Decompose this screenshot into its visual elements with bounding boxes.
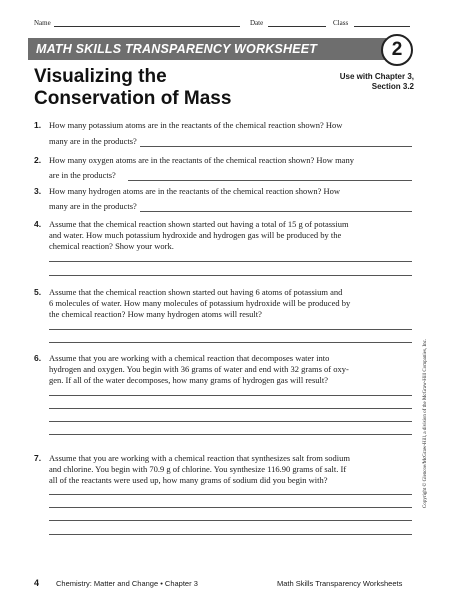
question-4-answer-line[interactable] [49, 275, 412, 276]
footer-left-text: Chemistry: Matter and Change • Chapter 3 [56, 579, 198, 588]
worksheet-number-badge: 2 [381, 34, 413, 66]
question-4-number: 4. [34, 219, 42, 229]
question-1-line-2: many are in the products? [49, 136, 137, 146]
question-6-line-1: Assume that you are working with a chemical reaction that decomposes water into [49, 353, 330, 363]
question-4-answer-line[interactable] [49, 261, 412, 262]
question-6-answer-line[interactable] [49, 434, 412, 435]
question-7-answer-line[interactable] [49, 534, 412, 535]
question-7-line-3: all of the reactants were used up, how many grams of sodium did you begin with? [49, 475, 328, 485]
question-5-line-2: 6 molecules of water. How many molecules of potassium hydroxide will be produced by [49, 298, 351, 308]
question-2-line-1: How many oxygen atoms are in the reactants of the chemical reaction shown? How many [49, 155, 354, 165]
footer-right-text: Math Skills Transparency Worksheets [277, 579, 403, 588]
question-3-answer-line[interactable] [140, 211, 412, 212]
question-7-answer-line[interactable] [49, 507, 412, 508]
question-2-line-2: are in the products? [49, 170, 116, 180]
question-6-line-3: gen. If all of the water decomposes, how many grams of hydrogen gas will result? [49, 375, 329, 385]
question-3-number: 3. [34, 186, 42, 196]
question-7-line-1: Assume that you are working with a chemical reaction that synthesizes salt from sodium [49, 453, 350, 463]
question-7-answer-line[interactable] [49, 494, 412, 495]
question-5-line-3: the chemical reaction? How many hydrogen atoms will result? [49, 309, 262, 319]
question-4-line-3: chemical reaction? Show your work. [49, 241, 174, 251]
question-3-line-2: many are in the products? [49, 201, 137, 211]
page-number: 4 [34, 578, 40, 588]
question-6-answer-line[interactable] [49, 421, 412, 422]
question-6-answer-line[interactable] [49, 408, 412, 409]
page-title [34, 66, 231, 110]
question-5-answer-line[interactable] [49, 329, 412, 330]
name-field[interactable] [54, 26, 240, 27]
question-2-number: 2. [34, 155, 42, 165]
question-6-line-2: hydrogen and oxygen. You begin with 36 grams of water and end with 32 grams of oxy- [49, 364, 349, 374]
question-5-answer-line[interactable] [49, 342, 412, 343]
question-4-line-2: and water. How much potassium hydroxide and hydrogen gas will be produced by the [49, 230, 342, 240]
use-with-line-2: Section 3.2 [371, 82, 414, 91]
question-2-answer-line[interactable] [128, 180, 412, 181]
date-label: Date [250, 19, 264, 27]
class-label: Class [333, 19, 349, 27]
class-field[interactable] [354, 26, 410, 27]
banner-label: MATH SKILLS TRANSPARENCY WORKSHEET [36, 42, 318, 56]
date-field[interactable] [268, 26, 326, 27]
name-label: Name [34, 19, 51, 27]
question-1-line-1: How many potassium atoms are in the reactants of the chemical reaction shown? How [49, 120, 343, 130]
question-7-line-2: and chlorine. You begin with 70.9 g of chlorine. You synthesize 116.90 grams of salt. If [49, 464, 347, 474]
title-line-2: Conservation of Mass [34, 88, 232, 109]
question-5-line-1: Assume that the chemical reaction shown started out having 6 atoms of potassium and [49, 287, 343, 297]
use-with-line-1: Use with Chapter 3, [339, 72, 414, 81]
question-7-number: 7. [34, 453, 42, 463]
use-with-note [340, 72, 414, 92]
question-4-line-1: Assume that the chemical reaction shown started out having a total of 15 g of potassium [49, 219, 349, 229]
question-6-number: 6. [34, 353, 42, 363]
title-line-1: Visualizing the [34, 66, 167, 87]
question-7-answer-line[interactable] [49, 520, 412, 521]
question-6-answer-line[interactable] [49, 395, 412, 396]
question-1-answer-line[interactable] [140, 146, 412, 147]
question-1-number: 1. [34, 120, 42, 130]
copyright-notice: Copyright © Glencoe/McGraw-Hill, a division of the McGraw-Hill Companies, Inc. [423, 338, 428, 508]
question-3-line-1: How many hydrogen atoms are in the reactants of the chemical reaction shown? How [49, 186, 341, 196]
question-5-number: 5. [34, 287, 42, 297]
